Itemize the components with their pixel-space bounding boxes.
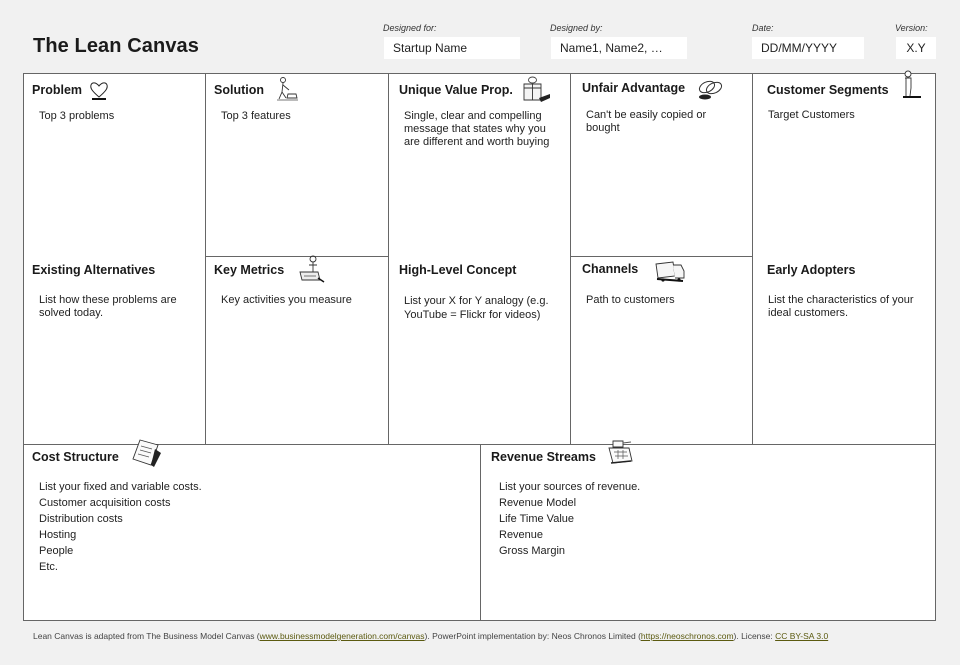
- high-level-concept-text: List your X for Y analogy (e.g. YouTube = Flickr for videos): [404, 295, 549, 321]
- license-link[interactable]: CC BY-SA 3.0: [775, 631, 829, 641]
- footer-credits: [33, 631, 828, 641]
- revenue-streams-list: [499, 479, 640, 559]
- version-label: Version:: [895, 23, 928, 33]
- revenue-streams-line: Revenue: [499, 529, 544, 541]
- footer-text: ). PowerPoint implementation by: Neos Chronos Limited (: [424, 631, 641, 641]
- receipt-icon: [130, 437, 164, 469]
- worker-icon: [274, 76, 300, 102]
- key-metrics-block[interactable]: [206, 257, 389, 444]
- solution-block[interactable]: [206, 74, 389, 257]
- cost-structure-line: Etc.: [39, 561, 58, 573]
- neos-chronos-link[interactable]: https://neoschronos.com: [640, 631, 734, 641]
- revenue-streams-block[interactable]: [481, 444, 935, 621]
- existing-alternatives-title: Existing Alternatives: [32, 263, 156, 277]
- existing-alternatives-text: List how these problems are solved today.: [39, 294, 177, 319]
- unfair-advantage-text: Can't be easily copied or bought: [586, 109, 707, 134]
- cost-structure-line: Customer acquisition costs: [39, 497, 171, 509]
- gift-icon: [519, 74, 553, 104]
- customer-segments-block[interactable]: [753, 74, 935, 257]
- problem-text: Top 3 problems: [39, 110, 115, 122]
- unfair-advantage-block[interactable]: [571, 74, 753, 257]
- page-title: The Lean Canvas: [33, 35, 200, 57]
- problem-block[interactable]: [24, 74, 206, 257]
- designed-by-label: Designed by:: [550, 23, 603, 33]
- cost-structure-title: Cost Structure: [32, 450, 119, 464]
- revenue-streams-line: List your sources of revenue.: [499, 481, 641, 493]
- designed-for-label: Designed for:: [383, 23, 437, 33]
- high-level-concept-title: High-Level Concept: [399, 263, 517, 277]
- channels-block[interactable]: [571, 257, 753, 444]
- channels-title: Channels: [582, 262, 639, 276]
- revenue-streams-line: Life Time Value: [499, 513, 575, 525]
- problem-title: Problem: [32, 83, 83, 97]
- cost-structure-list: [39, 479, 202, 575]
- high-level-concept-block[interactable]: [389, 257, 571, 444]
- heart-icon: [88, 79, 110, 101]
- chain-link-icon: [695, 77, 727, 103]
- channels-text: Path to customers: [586, 294, 675, 306]
- cost-structure-block[interactable]: [24, 444, 481, 621]
- unfair-advantage-title: Unfair Advantage: [582, 81, 686, 95]
- existing-alternatives-block[interactable]: [24, 257, 206, 444]
- designed-for-field[interactable]: Startup Name: [384, 37, 520, 59]
- footer-text: Lean Canvas is adapted from The Business Model Canvas (: [33, 631, 260, 641]
- solution-text: Top 3 features: [221, 110, 291, 122]
- date-field[interactable]: DD/MM/YYYY: [752, 37, 864, 59]
- cost-structure-line: Distribution costs: [39, 513, 123, 525]
- customer-segments-title: Customer Segments: [767, 83, 889, 97]
- customer-segments-text: Target Customers: [768, 109, 855, 121]
- early-adopters-title: Early Adopters: [767, 263, 856, 277]
- early-adopters-text: List the characteristics of your ideal customers.: [768, 294, 914, 319]
- key-metrics-title: Key Metrics: [214, 263, 285, 277]
- unique-value-prop-title: Unique Value Prop.: [399, 83, 513, 97]
- version-field[interactable]: X.Y: [896, 37, 936, 59]
- unique-value-prop-block[interactable]: [389, 74, 571, 257]
- revenue-streams-line: Revenue Model: [499, 497, 577, 509]
- unique-value-prop-text: Single, clear and compelling message that states why you are different and worth buying: [404, 110, 550, 148]
- person-icon: [899, 70, 923, 100]
- date-label: Date:: [752, 23, 774, 33]
- solution-title: Solution: [214, 83, 264, 97]
- scale-icon: [296, 254, 326, 286]
- key-metrics-text: Key activities you measure: [221, 294, 352, 306]
- truck-icon: [653, 259, 687, 285]
- cash-register-icon: [605, 437, 637, 469]
- revenue-streams-title: Revenue Streams: [491, 450, 596, 464]
- designed-by-field[interactable]: Name1, Name2, …: [551, 37, 687, 59]
- cost-structure-line: List your fixed and variable costs.: [39, 481, 202, 493]
- cost-structure-line: People: [39, 545, 74, 557]
- business-model-canvas-link[interactable]: www.businessmodelgeneration.com/canvas: [259, 631, 425, 641]
- lean-canvas: [23, 73, 936, 621]
- revenue-streams-line: Gross Margin: [499, 545, 566, 557]
- early-adopters-block[interactable]: [753, 257, 935, 444]
- footer-text: ). License:: [733, 631, 776, 641]
- cost-structure-line: Hosting: [39, 529, 77, 541]
